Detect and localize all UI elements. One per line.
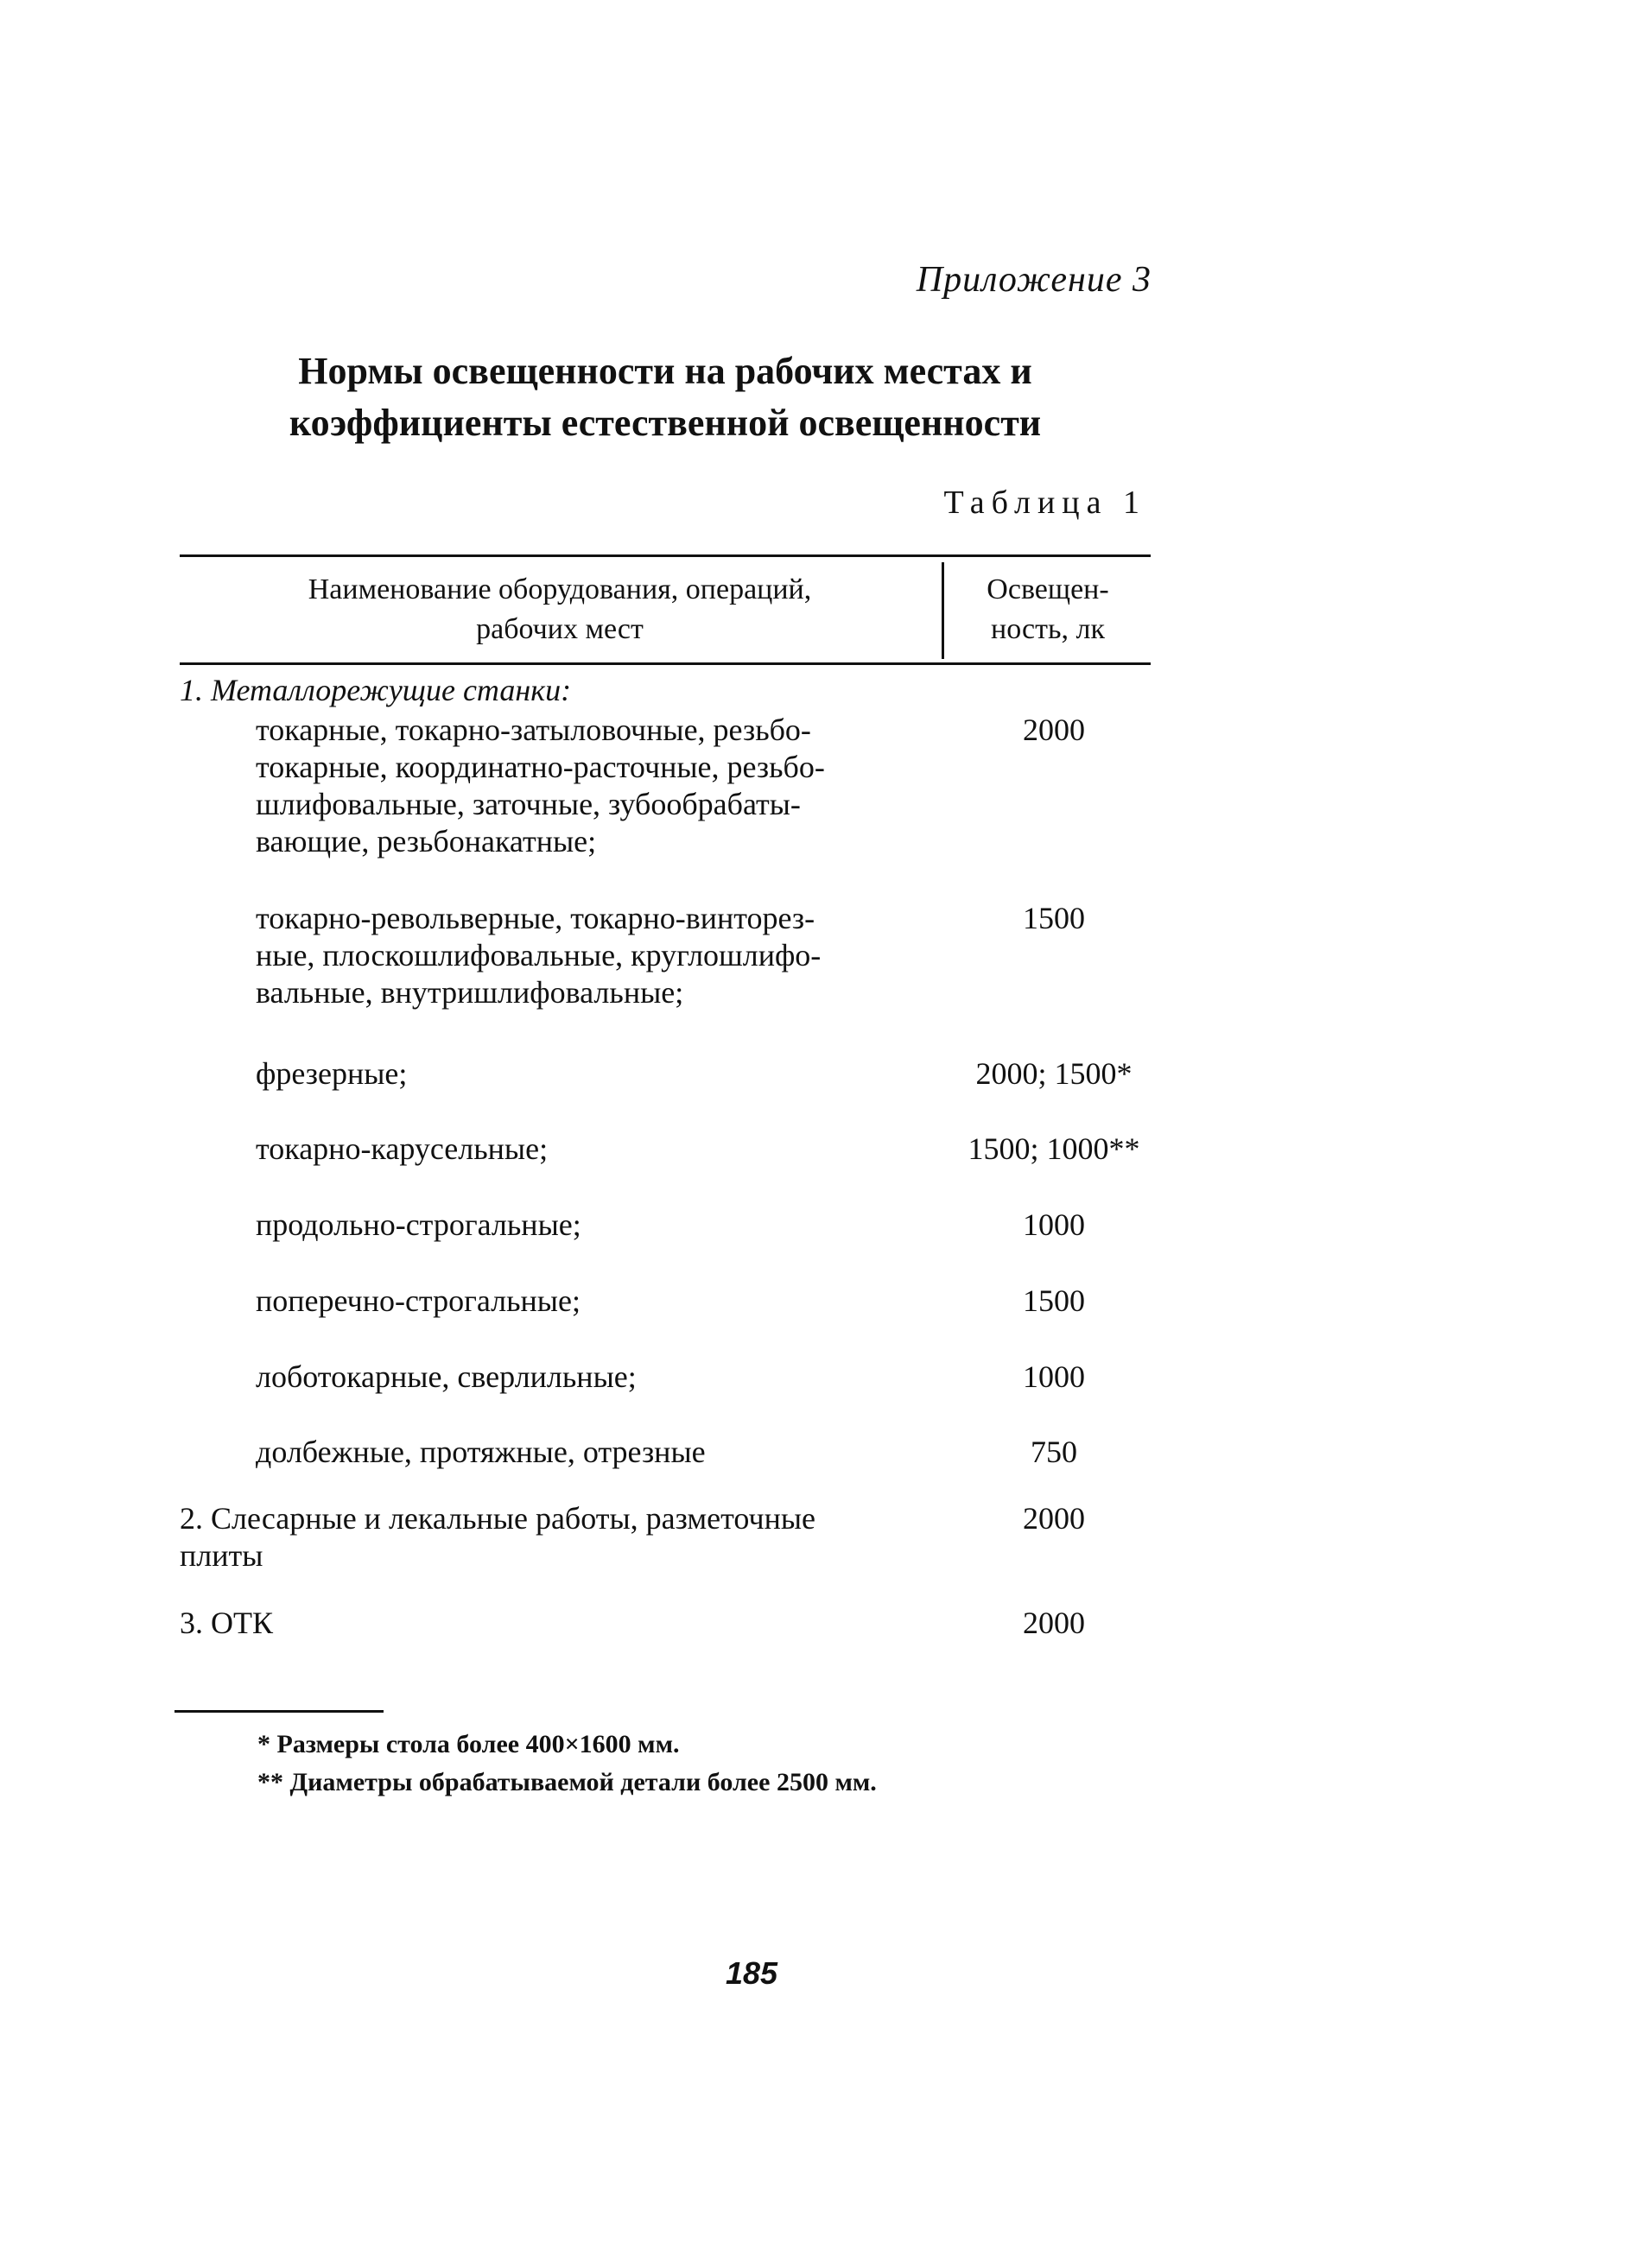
row-name: долбежные, протяжные, отрезные — [256, 1435, 706, 1469]
footnote-2: ** Диаметры обрабатываемой детали более 2500 мм. — [257, 1768, 877, 1796]
footnote-1: * Размеры стола более 400×1600 мм. — [257, 1730, 680, 1758]
row-name: поперечно-строгальные; — [256, 1283, 581, 1318]
row-value: 1500 — [1023, 901, 1085, 935]
header-name-cell — [180, 557, 940, 662]
footnotes — [257, 1726, 877, 1802]
row-name-line: шлифовальные, заточные, зубообрабаты- — [256, 787, 801, 821]
page-title-line-2: коэффициенты естественной освещенности — [289, 402, 1042, 444]
row-name-line: токарные, координатно-расточные, резьбо- — [256, 750, 825, 784]
page-title-line-1: Нормы освещенности на рабочих местах и — [298, 350, 1032, 392]
header-value-cell — [945, 557, 1151, 662]
row-name: токарно-карусельные; — [256, 1131, 549, 1166]
header-name-line-2: рабочих мест — [476, 613, 644, 645]
row-name-line: токарно-револьверные, токарно-винторез- — [256, 901, 815, 935]
row-name-line: плиты — [180, 1538, 263, 1573]
table-label: Таблица 1 — [943, 485, 1146, 521]
row-value: 750 — [1031, 1435, 1077, 1469]
header-name-line-1: Наименование оборудования, операций, — [308, 573, 812, 605]
row-value: 1500; 1000** — [968, 1131, 1140, 1166]
row-value: 2000; 1500* — [975, 1056, 1133, 1091]
row-name — [256, 900, 938, 1011]
row-name-line: 2. Слесарные и лекальные работы, разметочные — [180, 1501, 815, 1536]
row-name: продольно-строгальные; — [256, 1207, 581, 1242]
page-title — [173, 345, 1158, 449]
row-name: 3. ОТК — [180, 1606, 273, 1640]
appendix-label: Приложение 3 — [916, 260, 1152, 300]
row-name: фрезерные; — [256, 1056, 408, 1091]
row-name-line: токарные, токарно-затыловочные, резьбо- — [256, 713, 811, 747]
row-name-line: ные, плоскошлифовальные, круглошлифо- — [256, 938, 822, 972]
row-value: 1500 — [1023, 1283, 1085, 1318]
page-number: 185 — [725, 1955, 778, 1991]
row-name: лоботокарные, сверлильные; — [256, 1359, 637, 1394]
header-divider — [942, 562, 944, 659]
header-value-line-2: ность, лк — [991, 613, 1105, 645]
header-value-line-1: Освещен- — [987, 573, 1109, 605]
row-name — [180, 1500, 940, 1574]
row-name — [256, 712, 938, 860]
row-value: 2000 — [1023, 713, 1085, 747]
row-name-line: вающие, резьбонакатные; — [256, 824, 597, 858]
row-name-line: вальные, внутришлифовальные; — [256, 975, 684, 1010]
row-value: 1000 — [1023, 1207, 1085, 1242]
row-value: 1000 — [1023, 1359, 1085, 1394]
footnote-rule — [174, 1710, 384, 1713]
section-1-title: 1. Металлорежущие станки: — [180, 673, 572, 707]
row-value: 2000 — [1023, 1606, 1085, 1640]
table-header — [180, 554, 1151, 665]
illuminance-table — [180, 554, 1151, 1640]
row-value: 2000 — [1023, 1501, 1085, 1536]
